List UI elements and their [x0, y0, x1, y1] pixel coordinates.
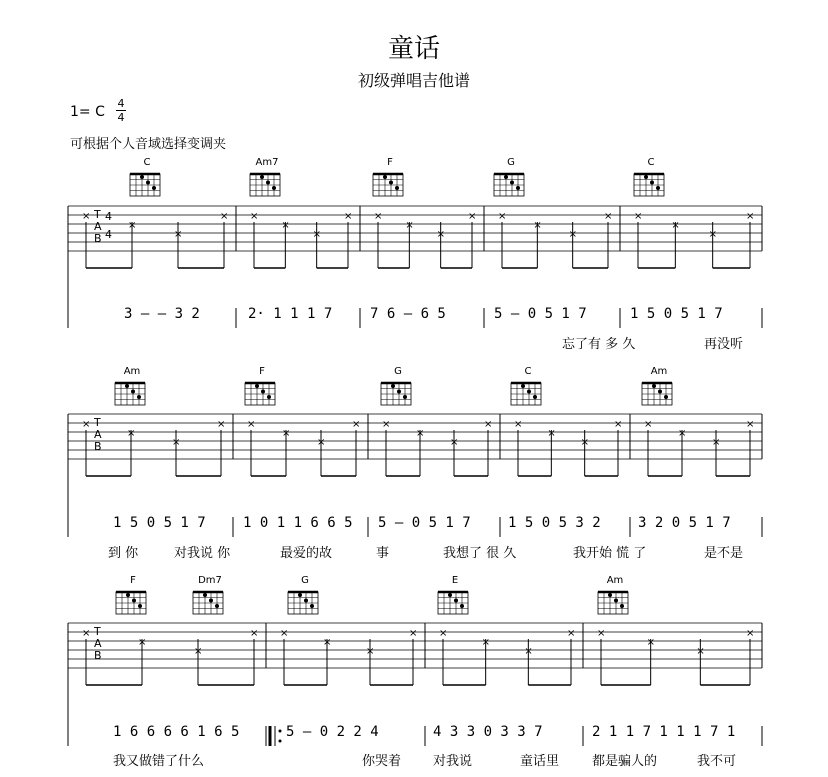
chord-label: F: [130, 575, 136, 586]
jianpu-measure: 1 5 0 5 1 7: [113, 515, 206, 531]
note-x: ×: [547, 428, 556, 439]
chord-dot: [389, 181, 393, 185]
chord-dot: [132, 599, 136, 603]
note-x: ×: [450, 437, 459, 448]
note-x: ×: [708, 229, 718, 240]
chord-dot: [391, 384, 395, 388]
note-x: ×: [382, 419, 391, 430]
jianpu-measure: 5 — 0 5 1 7: [378, 515, 471, 531]
tab-time-digit: 4: [105, 210, 112, 223]
lyric-line: 我不可: [697, 754, 737, 769]
chord-dot: [656, 186, 660, 190]
tab-letter: T: [94, 625, 101, 638]
time-signature-bottom: 4: [117, 111, 125, 124]
lyric-line: 童话里: [520, 754, 560, 769]
chord-dot: [510, 181, 514, 185]
chord-dot: [383, 175, 387, 179]
tab-letter: T: [94, 208, 101, 221]
chord-dot: [614, 599, 618, 603]
note-x: ×: [174, 229, 183, 240]
note-x: ×: [405, 220, 414, 231]
note-x: ×: [194, 646, 203, 657]
jianpu-measure: 3 2 0 5 1 7: [638, 515, 731, 531]
note-x: ×: [580, 437, 590, 448]
note-x: ×: [366, 646, 375, 657]
lyric-line: 都是骗人的: [592, 754, 658, 769]
chord-label: C: [524, 366, 532, 377]
chord-dot: [304, 599, 308, 603]
note-x: ×: [533, 220, 542, 231]
note-x: ×: [82, 211, 91, 222]
chord-label: F: [259, 366, 265, 377]
note-x: ×: [323, 637, 332, 648]
song-title: 童话: [387, 34, 440, 64]
chord-dot: [650, 181, 654, 185]
lyric-line: 我开始 慌 了: [573, 546, 647, 561]
jianpu-measure: 7 6 — 6 5: [370, 306, 446, 322]
note-x: ×: [481, 637, 491, 648]
chord-label: Am: [123, 366, 141, 377]
note-x: ×: [597, 628, 606, 639]
chord-dot: [126, 593, 130, 597]
note-x: ×: [436, 229, 446, 240]
chord-dot: [397, 390, 401, 394]
note-x: ×: [604, 211, 613, 222]
chord-dot: [395, 186, 399, 190]
lyric-line: 再没听: [704, 337, 744, 352]
note-x: ×: [220, 211, 229, 222]
jianpu-measure: 1 6 6 6 6 1 6 5: [113, 724, 240, 740]
note-x: ×: [250, 628, 259, 639]
chord-dot: [620, 604, 624, 608]
chord-label: F: [387, 157, 393, 168]
note-x: ×: [646, 637, 656, 648]
chord-dot: [125, 384, 129, 388]
lyric-line: 我想了 很 久: [443, 546, 517, 561]
jianpu-measure: 5 — 0 2 2 4: [286, 724, 379, 740]
note-x: ×: [352, 419, 361, 430]
note-x: ×: [247, 419, 256, 430]
tab-letter: A: [94, 220, 102, 233]
chord-dot: [652, 384, 656, 388]
note-x: ×: [344, 211, 353, 222]
chord-dot: [504, 175, 508, 179]
note-x: ×: [127, 428, 136, 439]
lyric-line: 最爱的故: [280, 546, 333, 561]
chord-label: G: [301, 575, 309, 586]
chord-dot: [533, 395, 537, 399]
jianpu-measure: 1 5 0 5 3 2: [508, 515, 601, 531]
key-signature: 1= C: [70, 104, 105, 120]
note-x: ×: [217, 419, 226, 430]
chord-dot: [137, 395, 141, 399]
tab-letter: B: [94, 440, 102, 453]
chord-dot: [310, 604, 314, 608]
note-x: ×: [746, 419, 755, 430]
chord-label: G: [507, 157, 515, 168]
chord-dot: [209, 599, 213, 603]
chord-dot: [260, 175, 264, 179]
note-x: ×: [138, 637, 147, 648]
lyric-line: 我又做错了什么: [113, 754, 205, 769]
note-x: ×: [712, 437, 721, 448]
note-x: ×: [128, 220, 137, 231]
lyric-line: 对我说: [433, 754, 473, 769]
chord-dot: [138, 604, 142, 608]
note-x: ×: [634, 211, 643, 222]
song-subtitle: 初级弹唱吉他谱: [357, 71, 470, 90]
note-x: ×: [484, 419, 493, 430]
chord-label: E: [451, 575, 459, 586]
chord-dot: [261, 390, 265, 394]
chord-dot: [267, 395, 271, 399]
chord-dot: [215, 604, 219, 608]
time-signature-top: 4: [117, 97, 125, 110]
jianpu-measure: 2 1 1 7 1 1 1 7 1: [592, 724, 736, 740]
chord-dot: [131, 390, 135, 394]
chord-dot: [203, 593, 207, 597]
note-x: ×: [250, 211, 259, 222]
note-x: ×: [439, 628, 448, 639]
tab-letter: A: [94, 637, 102, 650]
repeat-dot: [279, 730, 282, 733]
note-x: ×: [468, 211, 477, 222]
note-x: ×: [282, 428, 291, 439]
tab-letter: T: [94, 416, 101, 429]
chord-label: Am7: [255, 157, 279, 168]
note-x: ×: [567, 628, 576, 639]
note-x: ×: [172, 437, 181, 448]
lyric-line: 到 你: [108, 546, 139, 561]
tab-letter: A: [94, 428, 102, 441]
lyric-line: 是不是: [704, 546, 744, 561]
note-x: ×: [671, 220, 680, 231]
jianpu-measure: 1 5 0 5 1 7: [630, 306, 723, 322]
jianpu-measure: 3 — — 3 2: [124, 306, 200, 322]
chord-dot: [644, 175, 648, 179]
jianpu-measure: 1 0 1 1 6 6 5: [243, 515, 353, 531]
chord-dot: [516, 186, 520, 190]
repeat-dot: [279, 740, 282, 743]
lyric-line: 忘了有 多 久: [562, 337, 636, 352]
note-x: ×: [374, 211, 383, 222]
note-x: ×: [678, 428, 687, 439]
chord-dot: [454, 599, 458, 603]
lyric-line: 你哭着: [362, 754, 402, 769]
chord-dot: [298, 593, 302, 597]
chord-label: C: [143, 157, 151, 168]
note-x: ×: [82, 628, 91, 639]
chord-dot: [403, 395, 407, 399]
chord-label: C: [647, 157, 655, 168]
note-x: ×: [746, 211, 755, 222]
chord-label: Am: [606, 575, 624, 586]
note-x: ×: [498, 211, 507, 222]
chord-dot: [152, 186, 156, 190]
chord-dot: [448, 593, 452, 597]
note-x: ×: [82, 419, 91, 430]
chord-dot: [664, 395, 668, 399]
note-x: ×: [409, 628, 418, 639]
note-x: ×: [280, 628, 289, 639]
note-x: ×: [312, 229, 322, 240]
capo-note: 可根据个人音域选择变调夹: [70, 137, 227, 152]
note-x: ×: [568, 229, 578, 240]
chord-dot: [272, 186, 276, 190]
chord-label: G: [394, 366, 402, 377]
chord-dot: [527, 390, 531, 394]
chord-dot: [460, 604, 464, 608]
note-x: ×: [524, 646, 533, 657]
chord-dot: [146, 181, 150, 185]
lyric-line: 事: [376, 546, 390, 561]
tab-letter: B: [94, 649, 102, 662]
lyric-line: 对我说 你: [174, 546, 231, 561]
note-x: ×: [416, 428, 425, 439]
chord-dot: [521, 384, 525, 388]
note-x: ×: [281, 220, 290, 231]
tab-letter: B: [94, 232, 102, 245]
jianpu-measure: 2· 1 1 1 7: [248, 306, 333, 322]
chord-dot: [255, 384, 259, 388]
jianpu-measure: 4 3 3 0 3 3 7: [433, 724, 543, 740]
chord-label: Am: [650, 366, 668, 377]
jianpu-measure: 5 — 0 5 1 7: [494, 306, 587, 322]
tab-time-digit: 4: [105, 228, 112, 241]
note-x: ×: [514, 419, 523, 430]
chord-dot: [658, 390, 662, 394]
note-x: ×: [696, 646, 705, 657]
note-x: ×: [644, 419, 653, 430]
note-x: ×: [317, 437, 326, 448]
note-x: ×: [614, 419, 623, 430]
chord-dot: [608, 593, 612, 597]
note-x: ×: [746, 628, 755, 639]
chord-label: Dm7: [198, 575, 222, 586]
chord-dot: [140, 175, 144, 179]
chord-dot: [266, 181, 270, 185]
